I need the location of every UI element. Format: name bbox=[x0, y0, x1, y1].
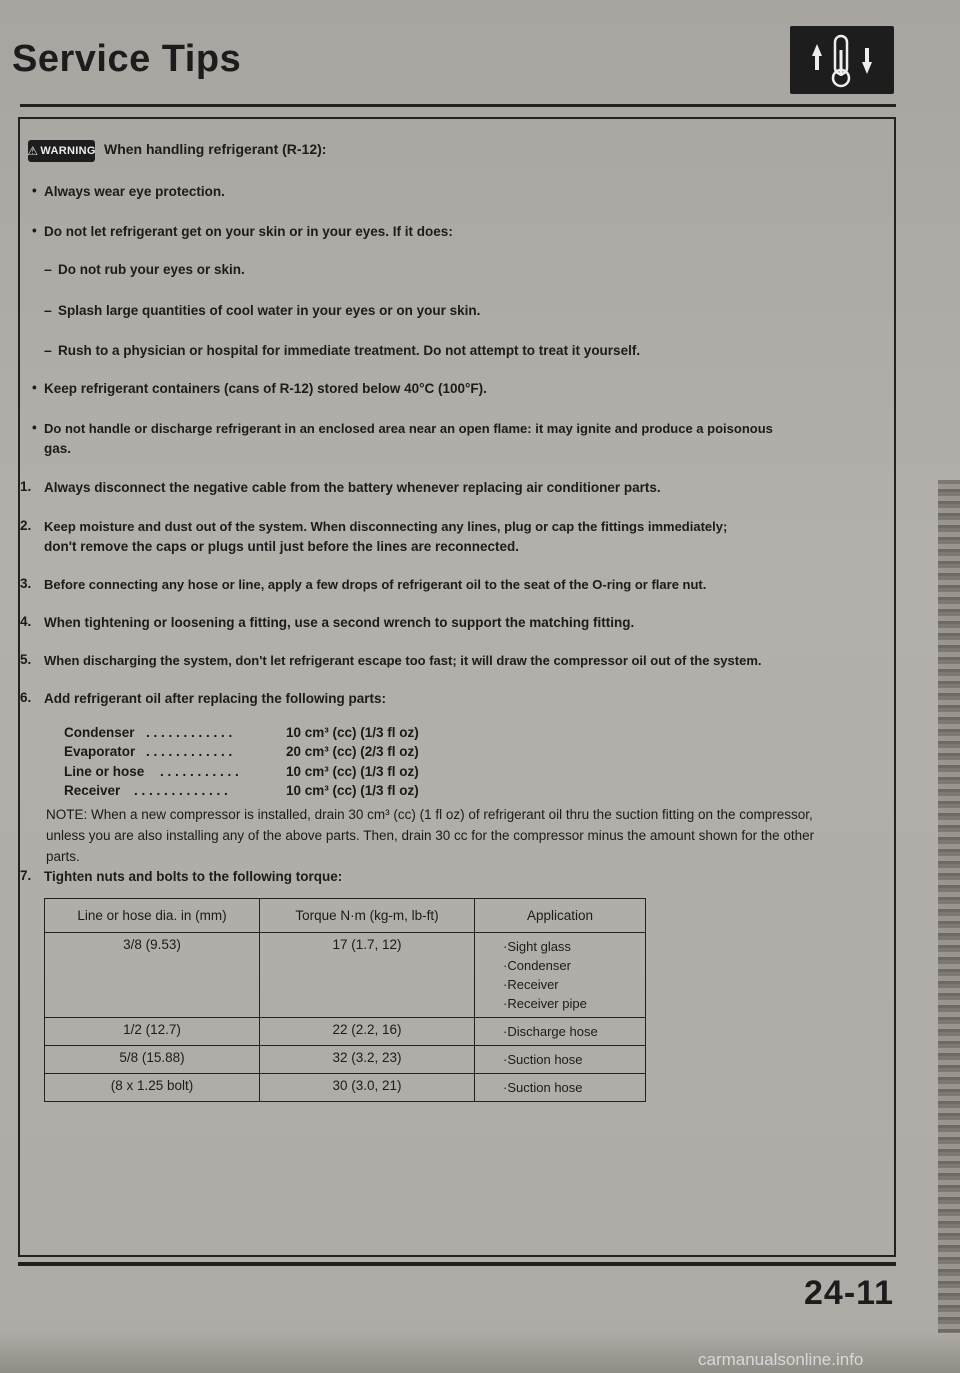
part-name: Line or hose bbox=[64, 764, 145, 779]
dia-cell: 3/8 (9.53) bbox=[45, 933, 260, 1018]
warning-bullet: Always wear eye protection. bbox=[44, 184, 225, 199]
dash-icon: – bbox=[44, 261, 52, 277]
page-number: 24-11 bbox=[804, 1274, 895, 1312]
step-number: 3. bbox=[20, 576, 32, 591]
table-row bbox=[45, 933, 646, 1018]
part-amount: 20 cm³ (cc) (2/3 fl oz) bbox=[286, 744, 419, 759]
application-cell bbox=[475, 1018, 646, 1046]
part-amount: 10 cm³ (cc) (1/3 fl oz) bbox=[286, 725, 419, 740]
part-leader: . . . . . . . . . . . . bbox=[146, 725, 233, 740]
step-text: Tighten nuts and bolts to the following torque: bbox=[44, 869, 343, 884]
warning-bullet: Keep refrigerant containers (cans of R-12) stored below 40°C (100°F). bbox=[44, 381, 487, 396]
table-row bbox=[45, 1018, 646, 1046]
application-cell bbox=[475, 933, 646, 1018]
table-row bbox=[45, 1074, 646, 1102]
bullet-icon: • bbox=[32, 420, 37, 435]
page-title: Service Tips bbox=[12, 38, 242, 80]
warning-badge: ⚠ WARNING bbox=[28, 140, 95, 162]
compressor-note: NOTE: When a new compressor is installed, drain 30 cm³ (cc) (1 fl oz) of refrigerant oil thru the suction fitting on the compressor, unless you are also installing any of the above parts. Then, drain 30 cc for the compressor minus the amount shown for the other parts. bbox=[46, 807, 815, 864]
step-text: don't remove the caps or plugs until just before the lines are reconnected. bbox=[44, 539, 520, 554]
part-amount: 10 cm³ (cc) (1/3 fl oz) bbox=[286, 764, 419, 779]
part-name: Condenser bbox=[64, 725, 135, 740]
application-item: · Discharge hose bbox=[503, 1022, 639, 1041]
part-name: Receiver bbox=[64, 783, 121, 798]
bullet-icon: • bbox=[32, 223, 37, 238]
dia-cell: 1/2 (12.7) bbox=[45, 1018, 260, 1046]
step-number: 6. bbox=[20, 690, 32, 705]
application-item: · Suction hose bbox=[503, 1078, 639, 1097]
part-leader: . . . . . . . . . . . bbox=[160, 764, 239, 779]
part-name: Evaporator bbox=[64, 744, 136, 759]
application-item: · Receiver bbox=[503, 975, 639, 994]
step-text: Always disconnect the negative cable from the battery whenever replacing air conditioner parts. bbox=[44, 480, 661, 495]
step-text: Add refrigerant oil after replacing the following parts: bbox=[44, 691, 387, 706]
bullet-icon: • bbox=[32, 380, 37, 395]
footer-rule bbox=[18, 1262, 896, 1266]
warning-bullet-continued: gas. bbox=[44, 441, 72, 456]
column-header: Application bbox=[475, 899, 646, 933]
torque-cell: 32 (3.2, 23) bbox=[260, 1046, 475, 1074]
torque-table bbox=[44, 898, 646, 1102]
table-header-row bbox=[45, 899, 646, 933]
warning-sub-item: Rush to a physician or hospital for immediate treatment. Do not attempt to treat it yourself. bbox=[58, 343, 641, 358]
warning-triangle-icon: ⚠ bbox=[27, 144, 39, 158]
stacked-page-edges bbox=[938, 480, 960, 1373]
bullet-icon: • bbox=[32, 183, 37, 198]
column-header: Torque N·m (kg-m, lb-ft) bbox=[260, 899, 475, 933]
table-row bbox=[45, 1046, 646, 1074]
step-number: 5. bbox=[20, 652, 32, 667]
watermark: carmanualsonline.info bbox=[698, 1350, 864, 1369]
column-header: Line or hose dia. in (mm) bbox=[45, 899, 260, 933]
step-text: When discharging the system, don't let refrigerant escape too fast; it will draw the compressor oil out of the system. bbox=[44, 653, 762, 668]
step-text: When tightening or loosening a fitting, use a second wrench to support the matching fitting. bbox=[44, 615, 635, 630]
application-item: · Receiver pipe bbox=[503, 994, 639, 1013]
step-text: Before connecting any hose or line, apply a few drops of refrigerant oil to the seat of the O-ring or flare nut. bbox=[44, 577, 707, 592]
warning-sub-item: Splash large quantities of cool water in your eyes or on your skin. bbox=[58, 303, 481, 318]
torque-cell: 22 (2.2, 16) bbox=[260, 1018, 475, 1046]
warning-bullet: Do not handle or discharge refrigerant in an enclosed area near an open flame: it may ignite and produce a poisonous bbox=[44, 421, 773, 436]
part-leader: . . . . . . . . . . . . bbox=[146, 744, 233, 759]
part-amount: 10 cm³ (cc) (1/3 fl oz) bbox=[286, 783, 419, 798]
warning-sub-item: Do not rub your eyes or skin. bbox=[58, 262, 245, 277]
application-item: · Condenser bbox=[503, 956, 639, 975]
dia-cell: (8 x 1.25 bolt) bbox=[45, 1074, 260, 1102]
application-cell bbox=[475, 1046, 646, 1074]
dash-icon: – bbox=[44, 302, 52, 318]
application-item: · Sight glass bbox=[503, 937, 639, 956]
part-leader: . . . . . . . . . . . . . bbox=[134, 783, 228, 798]
torque-cell: 30 (3.0, 21) bbox=[260, 1074, 475, 1102]
step-number: 2. bbox=[20, 518, 32, 533]
step-text: Keep moisture and dust out of the system. When disconnecting any lines, plug or cap the fittings immediately; bbox=[44, 519, 728, 534]
thermometer-up-down-icon bbox=[790, 26, 894, 94]
step-number: 1. bbox=[20, 479, 32, 494]
step-number: 7. bbox=[20, 868, 32, 883]
torque-cell: 17 (1.7, 12) bbox=[260, 933, 475, 1018]
header-rule bbox=[20, 104, 896, 107]
dash-icon: – bbox=[44, 342, 52, 358]
application-item: · Suction hose bbox=[503, 1050, 639, 1069]
application-cell bbox=[475, 1074, 646, 1102]
warning-heading: When handling refrigerant (R-12): bbox=[104, 141, 327, 157]
step-number: 4. bbox=[20, 614, 32, 629]
dia-cell: 5/8 (15.88) bbox=[45, 1046, 260, 1074]
warning-bullet: Do not let refrigerant get on your skin or in your eyes. If it does: bbox=[44, 224, 453, 239]
